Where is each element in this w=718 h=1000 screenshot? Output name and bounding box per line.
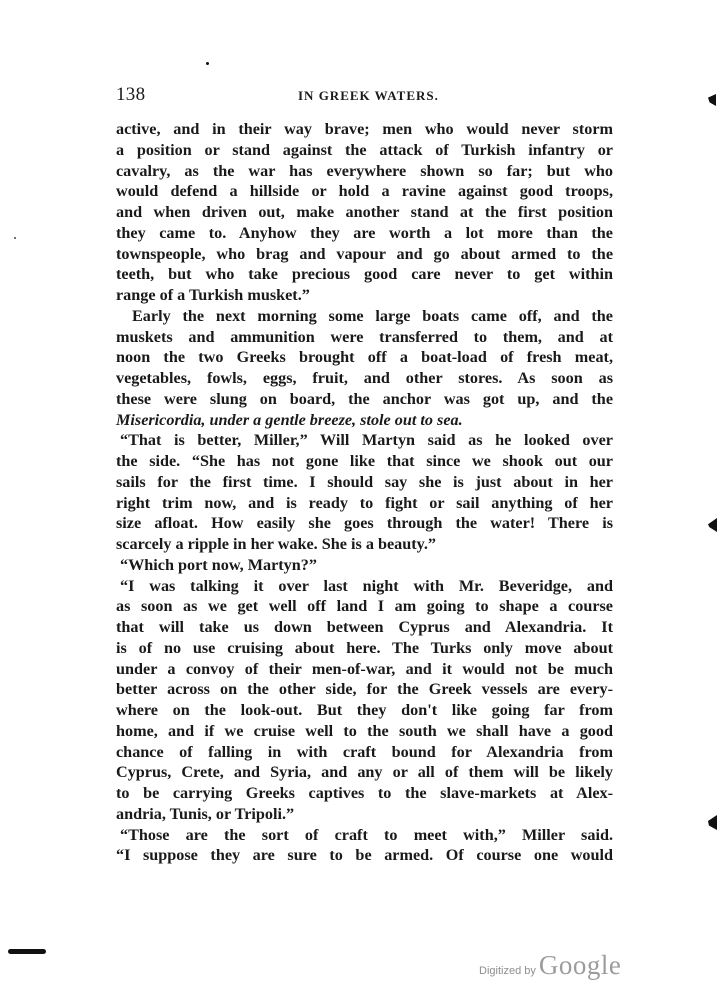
text-line: active, and in their way brave; men who would never storm [116,120,613,138]
text-line: would defend a hillside or hold a ravine against good troops, [116,182,613,201]
text-line: Early the next morning some large boats came off, and the [132,306,613,325]
text-line: size afloat. How easily she goes through the water! There is [116,514,613,533]
google-logo: Google [538,950,622,980]
body-text [116,119,613,866]
text-line: the side. “She has not gone like that since we shook out our [116,452,613,470]
digitized-watermark [479,950,621,980]
text-line: sails for the first time. I should say she is just about in her [116,472,613,491]
text-line: scarcely a ripple in her wake. She is a beauty.” [116,535,437,553]
text-line: better across on the other side, for the Greek vessels are every- [116,680,613,699]
text-line: where on the look-out. But they don't like going far from [116,701,613,719]
watermark-digitized-label: Digitized by [479,965,536,977]
text-line: as soon as we get well off land I am going to shape a course [116,597,613,616]
text-line: “I suppose they are sure to be armed. Of course one would [116,846,613,865]
text-line: under a convoy of their men-of-war, and it would not be much [116,659,613,678]
text-line: teeth, but who take precious good care never to get within [116,265,613,284]
text-line: Misericordia, under a gentle breeze, stole out to sea. [116,410,463,429]
text-line: noon the two Greeks brought off a boat-load of fresh meat, [116,348,613,367]
running-title: IN GREEK WATERS. [298,88,439,103]
text-line: right trim now, and is ready to fight or sail anything of her [116,493,613,512]
text-line: that will take us down between Cyprus and Alexandria. It [116,618,613,636]
text-line: they came to. Anyhow they are worth a lot more than the [116,223,613,242]
text-line: to be carrying Greeks captives to the slave-markets at Alex- [116,784,613,802]
ink-speck [206,62,209,65]
text-line: home, and if we cruise well to the south we shall have a good [116,721,613,740]
text-line: andria, Tunis, or Tripoli.” [116,804,295,823]
text-line: muskets and ammunition were transferred to them, and at [116,327,613,346]
text-line: cavalry, as the war has everywhere shown so far; but who [116,161,613,180]
text-line: these were slung on board, the anchor was got up, and the [116,389,613,408]
running-head [116,84,614,108]
text-line: Cyprus, Crete, and Syria, and any or all of them will be likely [116,763,613,782]
text-line: “Which port now, Martyn?” [120,555,317,574]
text-line: “That is better, Miller,” Will Martyn said as he looked over [120,431,613,450]
text-line: is of no use cruising about here. The Turks only move about [116,638,613,657]
page-edge-mark [708,518,717,532]
page-edge-mark [8,949,46,954]
page-number: 138 [116,84,146,105]
text-line: a position or stand against the attack of Turkish infantry or [116,140,613,159]
text-line: vegetables, fowls, eggs, fruit, and other stores. As soon as [116,369,613,387]
text-line: range of a Turkish musket.” [116,286,310,304]
ink-speck [14,237,16,239]
page-edge-mark [708,94,716,106]
text-line: “Those are the sort of craft to meet with,” Miller said. [120,825,613,844]
text-line: and when driven out, make another stand at the first position [116,203,613,221]
text-line: townspeople, who brag and vapour and go about armed to the [116,244,613,263]
text-line: chance of falling in with craft bound for Alexandria from [116,742,613,761]
page-edge-mark [708,815,717,830]
text-line: “I was talking it over last night with Mr. Beveridge, and [120,576,613,595]
